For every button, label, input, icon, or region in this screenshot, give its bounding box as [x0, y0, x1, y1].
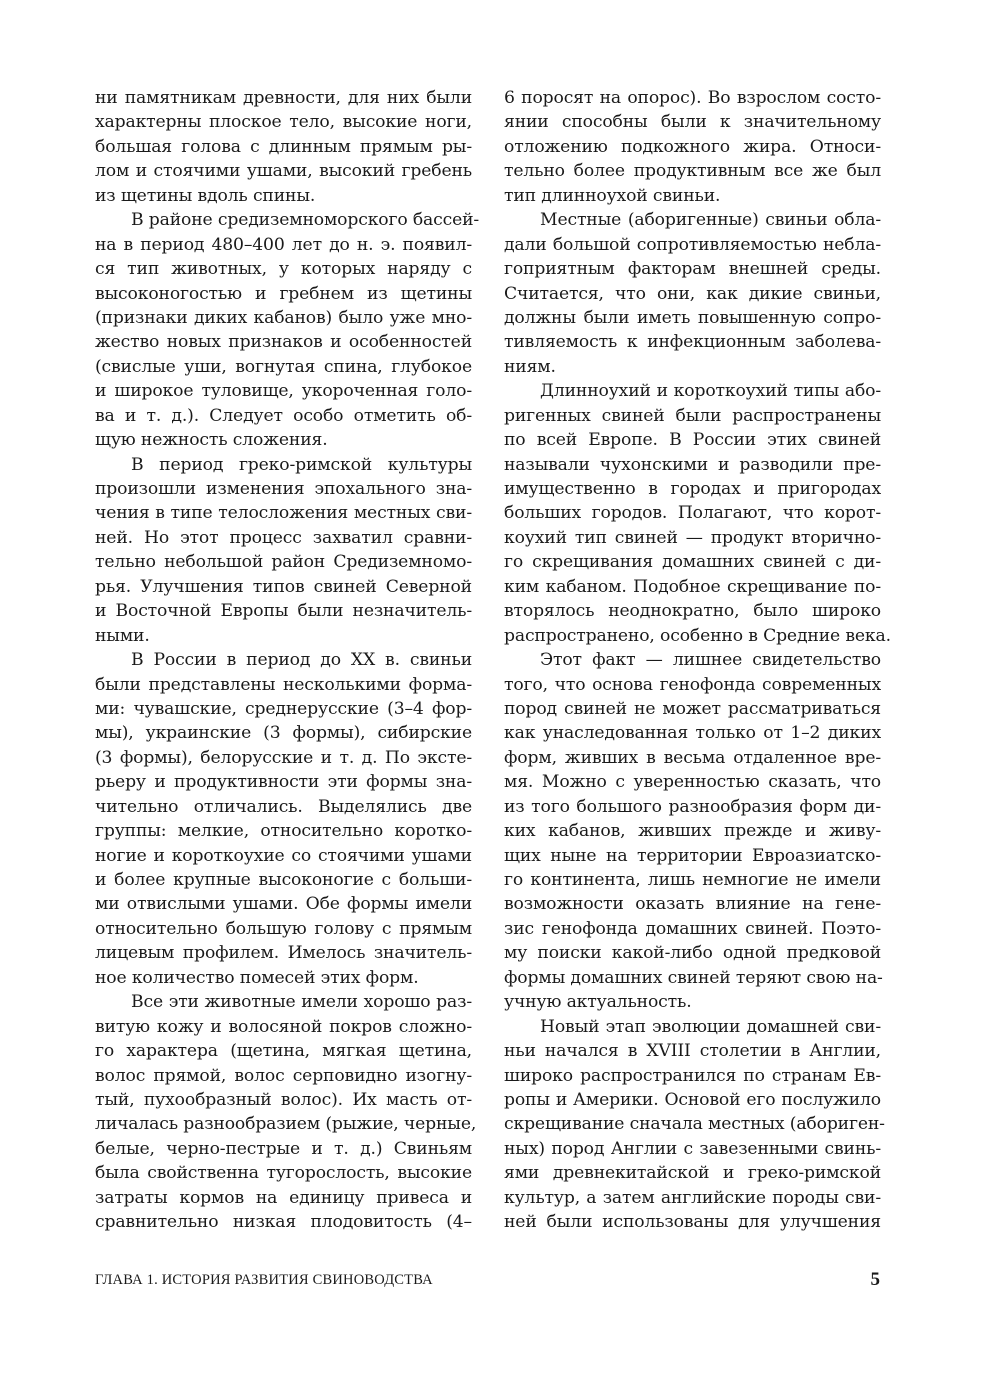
text-line: Считается, что они, как дикие свиньи, — [504, 283, 881, 304]
text-line: Этот факт — лишнее свидетельство — [540, 650, 881, 671]
text-line: Все эти животные имели хорошо раз- — [131, 992, 472, 1013]
text-line: затраты кормов на единицу привеса и — [95, 1187, 472, 1208]
text-line: витую кожу и волосяной покров сложно- — [95, 1016, 472, 1037]
text-line: больших городов. Полагают, что корот- — [504, 503, 881, 524]
text-line: группы: мелкие, относительно коротко- — [95, 821, 472, 842]
text-line: была свойственна тугорослость, высокие — [95, 1163, 472, 1184]
text-line: му поиски какой-либо одной предковой — [504, 943, 881, 964]
text-line: имущественно в городах и пригородах — [504, 479, 881, 499]
text-line: должны были иметь повышенную сопро- — [504, 307, 881, 328]
text-line: были представлены несколькими форма- — [95, 674, 472, 695]
text-line: ней. Но этот процесс захватил сравни- — [95, 527, 472, 548]
text-line: ногие и короткоухие со стоячими ушами — [95, 845, 472, 866]
text-line: щих ныне на территории Евроазиатско- — [504, 845, 881, 866]
text-line: ва и т. д.). Следует особо отметить об- — [95, 405, 472, 426]
text-line: В России в период до XX в. свиньи — [131, 650, 472, 671]
text-line: го характера (щетина, мягкая щетина, — [95, 1041, 472, 1062]
text-line: пород свиней не может рассматриваться — [504, 698, 881, 719]
text-line: характерны плоское тело, высокие ноги, — [95, 112, 472, 133]
running-head: ГЛАВА 1. ИСТОРИЯ РАЗВИТИЯ СВИНОВОДСТВА — [95, 1272, 433, 1288]
text-line: по всей Европе. В России этих свиней — [504, 430, 881, 451]
text-line: лицевым профилем. Имелось значитель- — [95, 943, 472, 964]
text-line: отложению подкожного жира. Относи- — [504, 136, 881, 157]
text-line: мя. Можно с уверенностью сказать, что — [504, 772, 881, 793]
text-line: Новый этап эволюции домашней сви- — [540, 1016, 881, 1037]
text-line: на в период 480–400 лет до н. э. появил- — [95, 234, 472, 255]
text-line: чения в типе телосложения местных сви- — [95, 503, 472, 524]
text-line: культур, а затем английские породы сви- — [504, 1187, 881, 1208]
page-footer — [95, 1269, 880, 1296]
text-line: ким кабаном. Подобное скрещивание по- — [504, 576, 881, 597]
text-line: тельно более продуктивным все же был — [504, 161, 881, 182]
text-line: и Восточной Европы были незначитель- — [95, 601, 472, 622]
text-line: жество новых признаков и особенностей — [95, 332, 472, 353]
text-line: из того большого разнообразия форм ди- — [504, 796, 881, 817]
text-line: ниям. — [504, 356, 556, 377]
text-line: относительно большую голову с прямым — [95, 918, 472, 939]
text-line: и более крупные высоконогие с больши- — [95, 870, 472, 890]
text-line: тивляемость к инфекционным заболева- — [504, 332, 881, 353]
text-column-right — [504, 86, 891, 1235]
text-line: ньи начался в XVIII столетии в Англии, — [504, 1041, 881, 1062]
text-line: ригенных свиней были распространены — [504, 405, 881, 426]
text-line: го континента, лишь немногие не имели — [504, 870, 881, 890]
text-line: лом и стоячими ушами, высокий гребень — [95, 161, 472, 182]
text-line: щую нежность сложения. — [95, 430, 328, 451]
text-line: вторялось неоднократно, было широко — [504, 601, 881, 622]
text-line: и широкое туловище, укороченная голо- — [95, 381, 472, 402]
text-line: Местные (аборигенные) свиньи обла- — [540, 210, 881, 231]
text-line: ми отвислыми ушами. Обе формы имели — [95, 894, 472, 915]
text-line: мы), украинские (3 формы), сибирские — [95, 723, 472, 744]
text-line: тельно небольшой район Средиземномо- — [95, 552, 472, 573]
page-number: 5 — [870, 1269, 880, 1290]
text-line: ями древнекитайской и греко-римской — [504, 1163, 881, 1184]
text-line: дали большой сопротивляемостью небла- — [504, 234, 881, 255]
text-line: (свислые уши, вогнутая спина, глубокое — [95, 356, 472, 377]
text-line: В период греко-римской культуры — [131, 454, 472, 475]
text-line: формы домашних свиней теряют свою на- — [504, 967, 883, 988]
text-line: ное количество помесей этих форм. — [95, 967, 419, 988]
text-line: (признаки диких кабанов) было уже мно- — [95, 307, 472, 328]
text-line: чительно отличались. Выделялись две — [95, 796, 472, 817]
text-line: 6 поросят на опорос). Во взрослом состо- — [504, 88, 881, 108]
text-line: рья. Улучшения типов свиней Северной — [95, 576, 472, 597]
text-line: широко распространился по странам Ев- — [504, 1065, 881, 1086]
text-line: скрещивание сначала местных (абориген- — [504, 1114, 885, 1135]
text-line: тый, пухообразный волос). Их масть от- — [95, 1089, 472, 1110]
text-line: называли чухонскими и разводили пре- — [504, 454, 881, 475]
text-line: произошли изменения эпохального зна- — [95, 479, 472, 499]
text-line: коухий тип свиней — продукт вторично- — [504, 527, 881, 548]
text-line: ни памятникам древности, для них были — [95, 88, 472, 108]
text-line: го скрещивания домашних свиней с ди- — [504, 552, 881, 573]
text-line: Длинноухий и короткоухий типы або- — [540, 381, 881, 402]
text-line: возможности оказать влияние на гене- — [504, 894, 881, 915]
text-line: ких кабанов, живших прежде и живу- — [504, 821, 881, 842]
text-line: сравнительно низкая плодовитость (4– — [95, 1212, 472, 1233]
text-line: как унаследованная только от 1–2 диких — [504, 723, 881, 744]
text-line: того, что основа генофонда современных — [504, 674, 881, 695]
text-line: личалась разнообразием (рыжие, черные, — [95, 1114, 477, 1135]
text-line: учную актуальность. — [504, 992, 692, 1013]
text-line: ными. — [95, 625, 150, 646]
text-line: гоприятным факторам внешней среды. — [504, 259, 881, 280]
text-column-left — [95, 86, 480, 1235]
text-line: распространено, особенно в Средние века. — [504, 625, 891, 646]
text-line: ных) пород Англии с завезенными свинь- — [504, 1138, 881, 1159]
text-line: ми: чувашские, среднерусские (3–4 фор- — [95, 698, 472, 719]
text-line: ней были использованы для улучшения — [504, 1212, 881, 1233]
text-line: (3 формы), белорусские и т. д. По эксте- — [95, 747, 472, 768]
text-line: зис генофонда домашних свиней. Поэто- — [504, 918, 881, 939]
text-line: форм, живших в весьма отдаленное вре- — [504, 747, 881, 768]
text-line: большая голова с длинным прямым ры- — [95, 136, 472, 157]
text-line: из щетины вдоль спины. — [95, 185, 316, 206]
text-line: ропы и Америки. Основой его послужило — [504, 1089, 881, 1110]
text-line: тип длинноухой свиньи. — [504, 185, 721, 206]
text-line: высоконогостью и гребнем из щетины — [95, 283, 472, 304]
text-line: янии способны были к значительному — [504, 112, 881, 133]
text-line: волос прямой, волос серповидно изогну- — [95, 1065, 472, 1086]
text-line: В районе средиземноморского бассей- — [131, 210, 480, 231]
text-line: рьеру и продуктивности эти формы зна- — [95, 772, 472, 793]
text-line: белые, черно-пестрые и т. д.) Свиньям — [95, 1138, 472, 1159]
text-line: ся тип животных, у которых наряду с — [95, 259, 472, 280]
